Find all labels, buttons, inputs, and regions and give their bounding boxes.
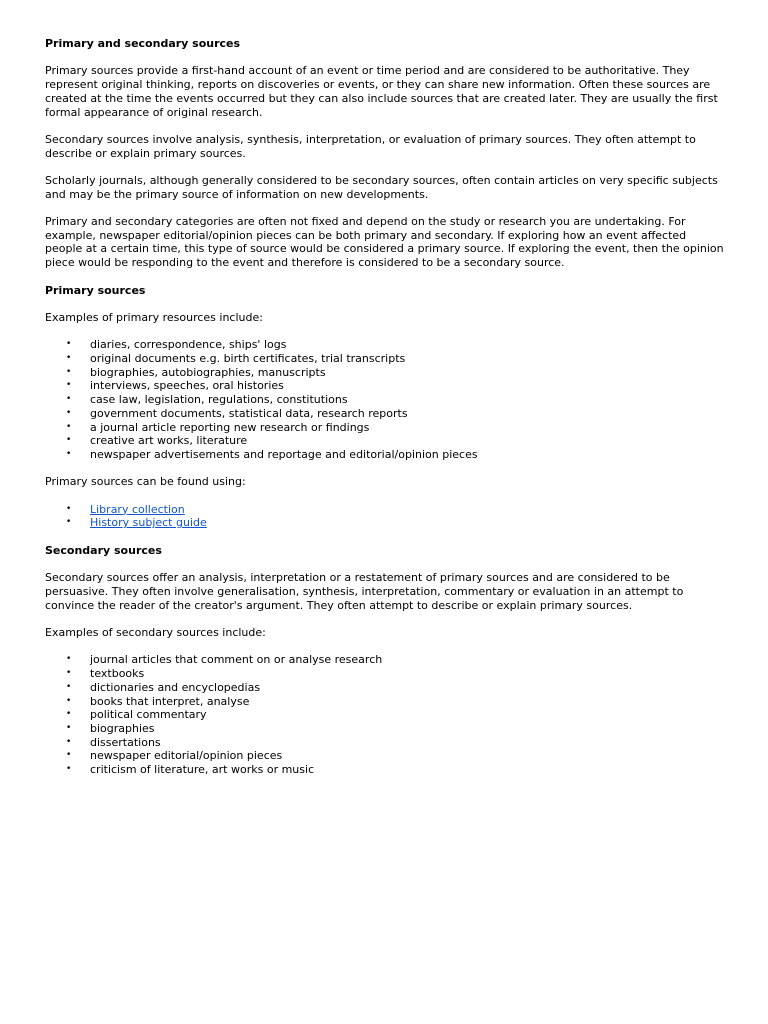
list-item-text: newspaper advertisements and reportage and editorial/opinion pieces bbox=[90, 447, 478, 461]
primary-found-intro: Primary sources can be found using: bbox=[45, 475, 246, 489]
primary-examples-intro: Examples of primary resources include: bbox=[45, 310, 263, 324]
bullet-icon: • bbox=[66, 448, 72, 459]
intro-paragraph-3: Scholarly journals, although generally considered to be secondary sources, often contain articles on very specific subjects and may be the primary source of information on new developments. bbox=[45, 173, 718, 201]
list-item bbox=[45, 434, 725, 448]
intro-paragraph-4: Primary and secondary categories are often not fixed and depend on the study or research you are undertaking. For example, newspaper editorial/opinion pieces can be both primary and secondary. If exploring how an event affected people at a certain time, this type of source would be considered a primary source. If exploring the event, then the opinion piece would be responding to the event and therefore is considered to be a secondary source. bbox=[45, 215, 724, 270]
bullet-icon: • bbox=[66, 668, 72, 679]
list-item-text: dictionaries and encyclopedias bbox=[90, 680, 261, 694]
library-collection-link[interactable]: Library collection bbox=[90, 502, 185, 516]
list-item bbox=[45, 722, 725, 736]
list-item bbox=[45, 366, 725, 380]
list-item-text: creative art works, literature bbox=[90, 434, 248, 448]
bullet-icon: • bbox=[66, 722, 72, 733]
list-item-text: newspaper editorial/opinion pieces bbox=[90, 749, 283, 763]
list-item bbox=[45, 448, 725, 462]
secondary-examples-list bbox=[45, 653, 725, 776]
list-item bbox=[45, 708, 725, 722]
list-item bbox=[45, 653, 725, 667]
list-item bbox=[45, 516, 725, 530]
list-item bbox=[45, 379, 725, 393]
bullet-icon: • bbox=[66, 353, 72, 364]
secondary-description: Secondary sources offer an analysis, interpretation or a restatement of primary sources and are considered to be persuasive. They often involve generalisation, synthesis, interpretation, commentary or evaluation in an attempt to convince the reader of the creator's argument. They often attempt to describe or explain primary sources. bbox=[45, 571, 684, 612]
bullet-icon: • bbox=[66, 517, 72, 528]
list-item-text: books that interpret, analyse bbox=[90, 694, 250, 708]
list-item bbox=[45, 749, 725, 763]
list-item bbox=[45, 407, 725, 421]
primary-links-list bbox=[45, 503, 725, 530]
document-page bbox=[45, 37, 725, 790]
list-item-text: political commentary bbox=[90, 708, 207, 722]
list-item-text: journal articles that comment on or analyse research bbox=[90, 653, 383, 667]
bullet-icon: • bbox=[66, 736, 72, 747]
primary-examples-list bbox=[45, 338, 725, 461]
bullet-icon: • bbox=[66, 407, 72, 418]
bullet-icon: • bbox=[66, 435, 72, 446]
bullet-icon: • bbox=[66, 681, 72, 692]
list-item bbox=[45, 421, 725, 435]
bullet-icon: • bbox=[66, 503, 72, 514]
list-item-text: biographies bbox=[90, 721, 155, 735]
intro-paragraph-1: Primary sources provide a first-hand account of an event or time period and are considered to be authoritative. They represent original thinking, reports on discoveries or events, or they can share new information. Often these sources are created at the time the events occurred but they can also include sources that are created later. They are usually the first formal appearance of original research. bbox=[45, 64, 718, 119]
list-item bbox=[45, 503, 725, 517]
list-item-text: dissertations bbox=[90, 735, 161, 749]
list-item bbox=[45, 338, 725, 352]
list-item-text: criticism of literature, art works or music bbox=[90, 763, 315, 777]
bullet-icon: • bbox=[66, 380, 72, 391]
list-item-text: original documents e.g. birth certificates, trial transcripts bbox=[90, 352, 406, 366]
bullet-icon: • bbox=[66, 421, 72, 432]
page-title: Primary and secondary sources bbox=[45, 37, 241, 50]
list-item bbox=[45, 736, 725, 750]
bullet-icon: • bbox=[66, 764, 72, 775]
bullet-icon: • bbox=[66, 366, 72, 377]
intro-paragraph-2: Secondary sources involve analysis, synthesis, interpretation, or evaluation of primary sources. They often attempt to describe or explain primary sources. bbox=[45, 132, 696, 160]
list-item-text: textbooks bbox=[90, 667, 145, 681]
list-item bbox=[45, 681, 725, 695]
list-item bbox=[45, 352, 725, 366]
secondary-sources-heading: Secondary sources bbox=[45, 543, 162, 557]
list-item-text: case law, legislation, regulations, constitutions bbox=[90, 393, 348, 407]
list-item bbox=[45, 763, 725, 777]
list-item-text: a journal article reporting new research or findings bbox=[90, 420, 370, 434]
bullet-icon: • bbox=[66, 709, 72, 720]
list-item bbox=[45, 667, 725, 681]
bullet-icon: • bbox=[66, 654, 72, 665]
history-subject-guide-link[interactable]: History subject guide bbox=[90, 516, 207, 530]
bullet-icon: • bbox=[66, 750, 72, 761]
list-item-text: biographies, autobiographies, manuscripts bbox=[90, 365, 326, 379]
list-item-text: diaries, correspondence, ships' logs bbox=[90, 338, 287, 352]
list-item-text: interviews, speeches, oral histories bbox=[90, 379, 284, 393]
list-item bbox=[45, 393, 725, 407]
list-item bbox=[45, 695, 725, 709]
list-item-text: government documents, statistical data, research reports bbox=[90, 406, 408, 420]
bullet-icon: • bbox=[66, 339, 72, 350]
primary-sources-heading: Primary sources bbox=[45, 283, 146, 297]
secondary-examples-intro: Examples of secondary sources include: bbox=[45, 626, 266, 640]
bullet-icon: • bbox=[66, 695, 72, 706]
bullet-icon: • bbox=[66, 394, 72, 405]
